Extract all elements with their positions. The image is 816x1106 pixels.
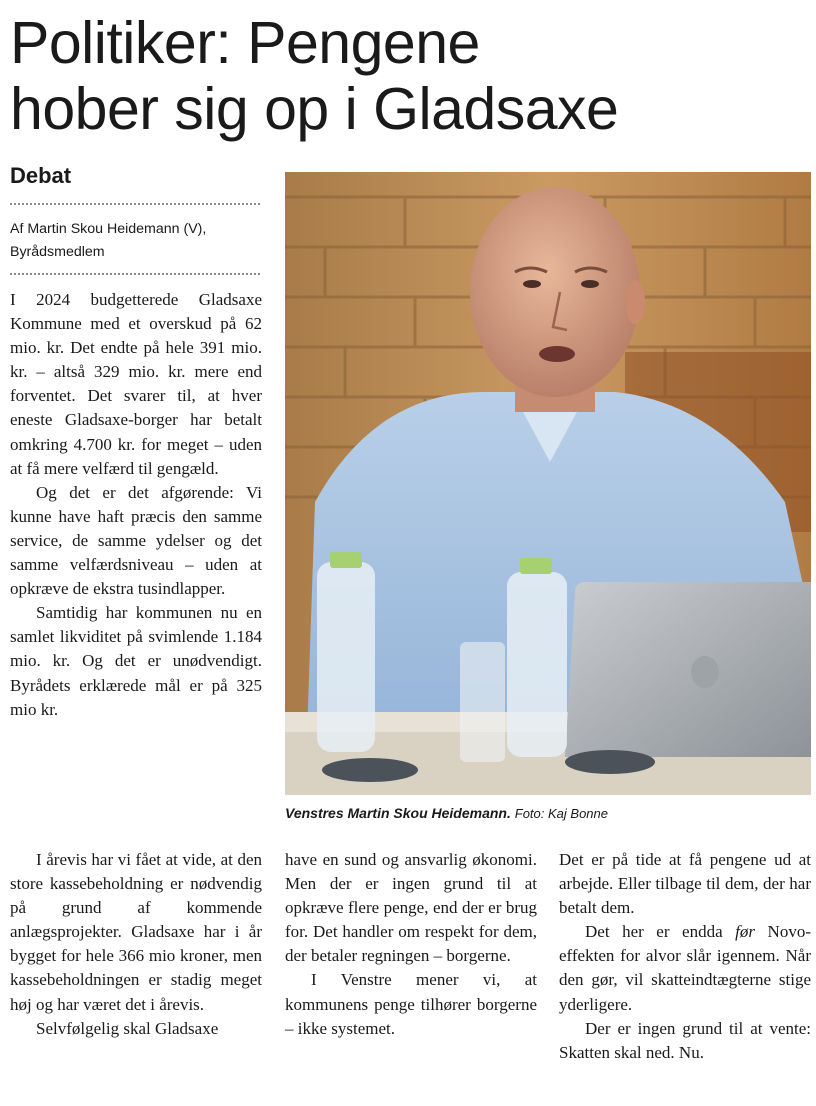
dotted-divider-bottom (10, 273, 260, 275)
byline-role: Byrådsmedlem (10, 244, 105, 260)
paragraph-5-start: Selvfølgelig skal Gladsaxe (36, 1018, 219, 1038)
article-column-1-bottom (10, 848, 262, 1041)
dotted-divider-top (10, 203, 260, 205)
photo-caption (285, 805, 811, 821)
paragraph-8 (559, 920, 811, 1016)
paragraph-4: I årevis har vi fået at vide, at den store kassebeholdning er nødvendig på grund af kommende anlægsprojekter. Gladsaxe har i år bygget for hele 366 mio kroner, men kassebeholdningen er stadig meget høj og har været det i årevis. (10, 850, 262, 1014)
article-column-3 (559, 848, 811, 1065)
section-label: Debat (10, 163, 72, 188)
headline (10, 10, 810, 142)
paragraph-8-part-1: Det her er endda (585, 922, 736, 942)
photo-illustration (285, 172, 811, 795)
article-photo (285, 172, 811, 795)
paragraph-9: Der er ingen grund til at vente: Skatten skal ned. Nu. (559, 1018, 811, 1062)
paragraph-3: Samtidig har kommunen nu en samlet likviditet på svimlende 1.184 mio. kr. Og det er unødvendigt. Byrådets erklærede mål er på 325 mio kr. (10, 603, 262, 719)
paragraph-2: Og det er det afgørende: Vi kunne have haft præcis den samme service, de samme ydelser og det samme velfærdsniveau – uden at opkræve de ekstra tusindlapper. (10, 482, 262, 599)
byline (10, 218, 260, 264)
paragraph-8-part-2: Novo-effekten for alvor slår igennem. Når den gør, vil skatteindtægterne stige yderligere. (559, 922, 811, 1014)
paragraph-6: I Venstre mener vi, at kommunens penge tilhører borgerne – ikke systemet. (285, 970, 537, 1038)
paragraph-1: I 2024 budgetterede Gladsaxe Kommune med et overskud på 62 mio. kr. Det endte på hele 391 mio. kr. – altså 329 mio. kr. mere end forventet. Det svarer til, at hver eneste Gladsaxe-borger har betalt omkring 4.700 kr. for meget – uden at få mere velfærd til gengæld. (10, 290, 262, 478)
headline-line-2: hober sig op i Gladsaxe (10, 76, 619, 142)
byline-author: Af Martin Skou Heidemann (V), (10, 221, 207, 237)
caption-name: Venstres Martin Skou Heidemann. (285, 805, 511, 821)
article-column-2 (285, 848, 537, 1041)
paragraph-5-continued: have en sund og ansvarlig økonomi. Men der er ingen grund til at opkræve flere penge, end der er brug for. Det handler om respekt for dem, der betaler regningen – borgerne. (285, 850, 537, 966)
headline-line-1: Politiker: Pengene (10, 10, 480, 76)
paragraph-7: Det er på tide at få pengene ud at arbejde. Eller tilbage til dem, der har betalt dem. (559, 850, 811, 918)
paragraph-8-emphasis: før (735, 922, 756, 942)
caption-credit: Foto: Kaj Bonne (514, 806, 608, 821)
article-column-1-top (10, 288, 262, 722)
